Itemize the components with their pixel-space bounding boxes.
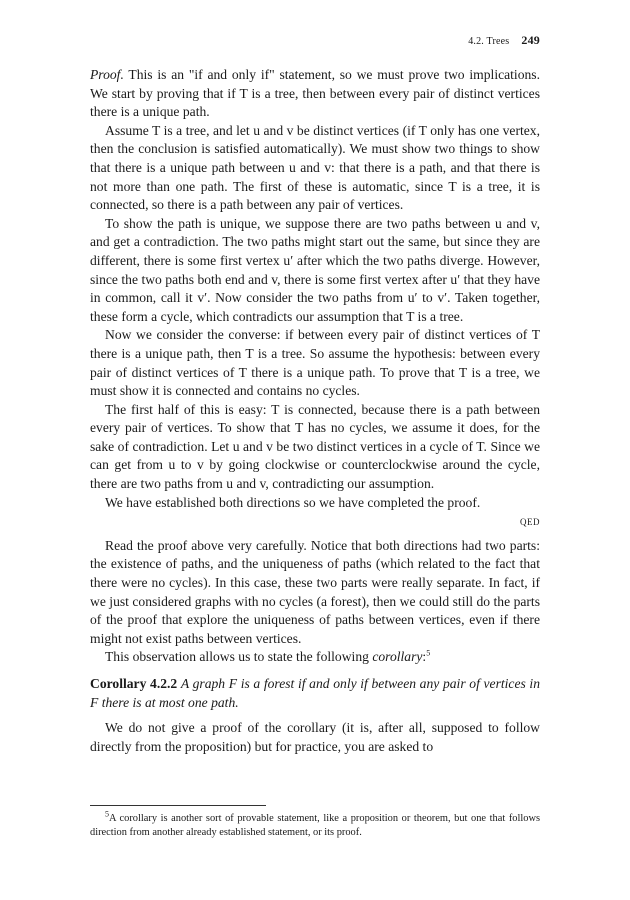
footnote-mark: 5 <box>105 809 109 819</box>
footnote-paragraph <box>90 809 540 840</box>
qed-mark: QED <box>520 517 540 528</box>
footnote-text: A corollary is another sort of provable statement, like a proposition or theorem, but one that follows direction from another already established statement, or its proof. <box>90 813 540 838</box>
footnote-divider <box>90 805 266 806</box>
main-text <box>90 66 540 756</box>
running-header <box>468 33 540 47</box>
proof-paragraph-2: Assume T is a tree, and let u and v be distinct vertices (if T only has one vertex, then the conclusion is satisfied automatically). We must show two things to show that there is a unique path between u and v: that there is a path, and that there is not more than one path. The first of these is automatic, since T is a tree, it is connected, so there is a path between any pair of vertices. <box>90 122 540 213</box>
section-title: 4.2. Trees <box>468 36 510 47</box>
observation-paragraph <box>90 648 540 667</box>
corollary-term: corollary <box>372 649 423 665</box>
proof-text-1: This is an "if and only if" statement, so we must prove two implications. We start by proving that if T is a tree, then between every pair of distinct vertices there is a unique path. <box>90 67 540 120</box>
observation-text: This observation allows us to state the following <box>105 649 369 665</box>
footnote-reference[interactable]: 5 <box>426 648 431 658</box>
corollary-statement: A graph F is a forest if and only if between any pair of vertices in F there is at most one path. <box>90 676 540 710</box>
colon: : <box>422 649 427 665</box>
footnote <box>90 809 540 840</box>
practice-paragraph: We do not give a proof of the corollary (it is, after all, supposed to follow directly from the proposition) but for practice, you are asked to <box>90 720 540 754</box>
proof-paragraph-6: We have established both directions so we have completed the proof. <box>105 494 481 510</box>
proof-label: Proof. <box>90 67 124 82</box>
proof-paragraph-3: To show the path is unique, we suppose there are two paths between u and v, and get a contradiction. The two paths might start out the same, but since they are different, there is some first vertex u′ after which the two paths diverge. However, since the two paths both end and v, there is some first vertex after u′ that they have in common, call it v′. Now consider the two paths from u′ to v′. Taken together, these form a cycle, which contradicts our assumption that T is a tree. <box>90 215 540 324</box>
proof-paragraph-4: Now we consider the converse: if between every pair of distinct vertices of T there is a unique path, then T is a tree. So assume the hypothesis: between every pair of distinct vertices of T there is a unique path. To prove that T is a tree, we must show it is connected and contains no cycles. <box>90 327 540 399</box>
corollary-label: Corollary 4.2.2 <box>90 676 178 691</box>
proof-paragraph-1 <box>90 66 540 122</box>
corollary-block <box>90 675 540 712</box>
discussion-paragraph: Read the proof above very carefully. Notice that both directions had two parts: the existence of paths, and the uniqueness of paths (which related to the fact that there were no cycles). In this case, these two parts were really separate. In fact, if we just considered graphs with no cycles (a forest), then we could still do the parts of the proof that explore the uniqueness of paths between vertices, even if there might not exist paths between vertices. <box>90 537 540 646</box>
page-number: 249 <box>521 33 540 47</box>
proof-paragraph-5: The first half of this is easy: T is connected, because there is a path between every pair of vertices. To show that T has no cycles, we assume it does, for the sake of contradiction. Let u and v be two distinct vertices in a cycle of T. Since we can get from u to v by going clockwise or counterclockwise around the cycle, there are two paths from u and v, contradicting our assumption. <box>90 401 540 492</box>
